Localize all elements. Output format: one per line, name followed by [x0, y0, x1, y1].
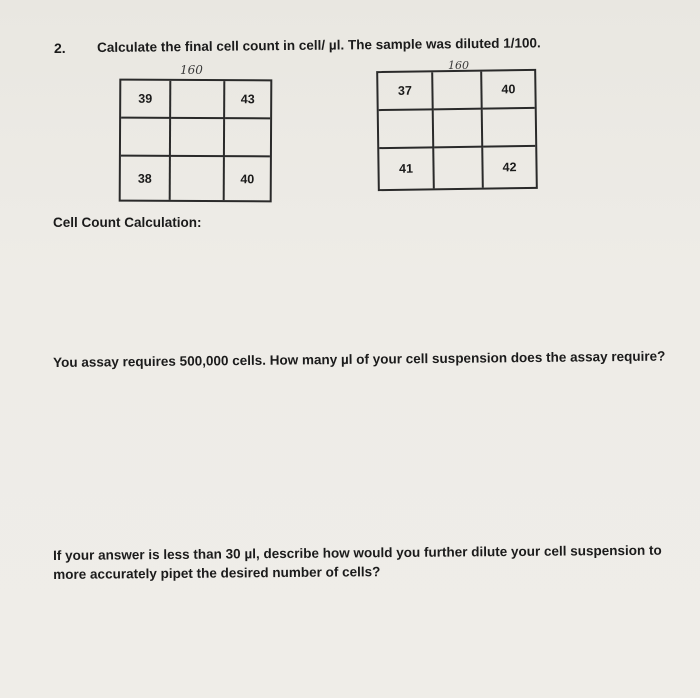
grid-cell	[433, 72, 483, 111]
grid-cell	[171, 157, 225, 200]
grid-cell: 38	[121, 157, 171, 200]
question-prompt: Calculate the final cell count in cell/ µl. The sample was diluted 1/100.	[97, 35, 541, 55]
grid-cell	[483, 109, 536, 148]
grid-cell: 43	[225, 81, 270, 119]
grid-cell: 37	[378, 72, 434, 111]
grid-cell	[225, 119, 270, 157]
hemocytometer-grid-right	[376, 69, 538, 191]
grid-cell	[121, 119, 171, 157]
question-number: 2.	[54, 40, 66, 56]
grid-cell	[434, 110, 484, 149]
grid-cell	[171, 81, 225, 119]
grid-cell	[171, 119, 225, 157]
grid-cell	[379, 110, 435, 149]
cell-count-calculation-label: Cell Count Calculation:	[53, 215, 202, 230]
assay-volume-question: You assay requires 500,000 cells. How many µl of your cell suspension does the assay require?	[53, 348, 666, 370]
grid-cell: 40	[240, 171, 255, 186]
grid-cell: 42	[502, 160, 517, 175]
further-dilution-question: If your answer is less than 30 µl, describe how would you further dilute your cell suspension to more accurately pipet the desired number of cells?	[53, 542, 662, 582]
grid-cell: 41	[379, 148, 435, 189]
grid-cell: 40	[482, 71, 535, 110]
grid-cell	[434, 148, 484, 189]
hemocytometer-grid-left	[119, 79, 273, 203]
grid-cell: 39	[121, 81, 171, 119]
handwritten-note-right: 160	[448, 59, 469, 72]
handwritten-note-left: 160	[180, 63, 203, 77]
